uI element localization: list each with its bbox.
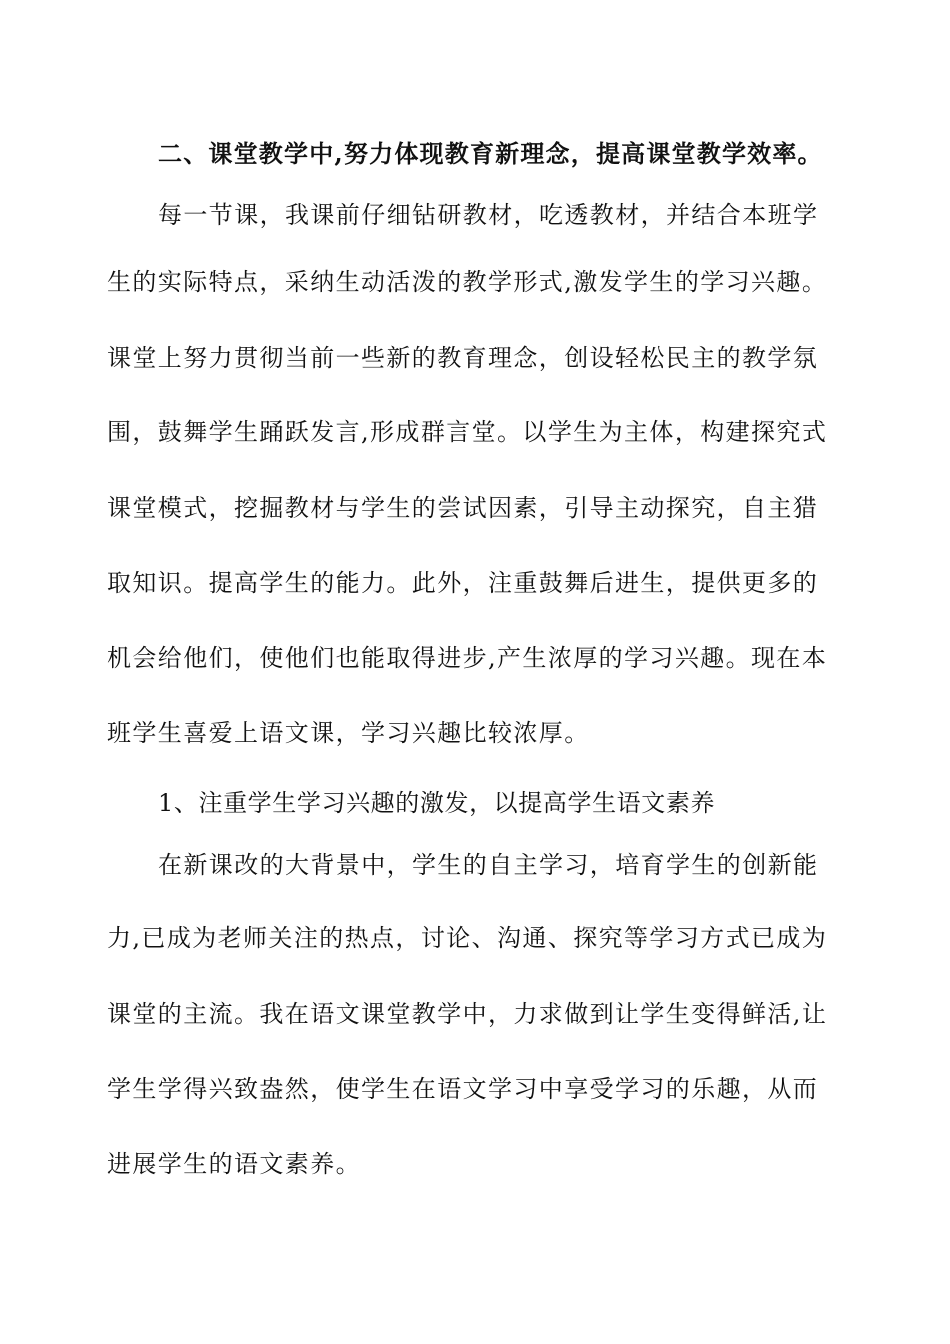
subheading: 1、注重学生学习兴趣的激发，以提高学生语文素养 (158, 789, 716, 817)
paragraph-line: 力,已成为老师关注的热点，讨论、沟通、探究等学习方式已成为 (107, 924, 828, 952)
paragraph-line: 在新课改的大背景中，学生的自主学习，培育学生的创新能 (158, 851, 819, 879)
paragraph-line: 进展学生的语文素养。 (107, 1150, 361, 1178)
paragraph-line: 课堂模式，挖掘教材与学生的尝试因素，引导主动探究，自主猎 (107, 494, 819, 522)
paragraph-line: 围，鼓舞学生踊跃发言,形成群言堂。以学生为主体，构建探究式 (107, 418, 828, 446)
paragraph-line: 班学生喜爱上语文课，学习兴趣比较浓厚。 (107, 719, 590, 747)
paragraph-line: 学生学得兴致盎然，使学生在语文学习中享受学习的乐趣，从而 (107, 1075, 819, 1103)
paragraph-line: 取知识。提高学生的能力。此外，注重鼓舞后进生，提供更多的 (107, 569, 819, 597)
section-heading: 二、课堂教学中,努力体现教育新理念，提高课堂教学效率。 (158, 139, 823, 168)
paragraph-line: 生的实际特点，采纳生动活泼的教学形式,激发学生的学习兴趣。 (107, 268, 828, 296)
paragraph-line: 课堂上努力贯彻当前一些新的教育理念，创设轻松民主的教学氛 (107, 344, 819, 372)
paragraph-line: 机会给他们，使他们也能取得进步,产生浓厚的学习兴趣。现在本 (107, 644, 828, 672)
paragraph-line: 每一节课，我课前仔细钻研教材，吃透教材，并结合本班学 (158, 201, 819, 229)
paragraph-line: 课堂的主流。我在语文课堂教学中，力求做到让学生变得鲜活,让 (107, 1000, 828, 1028)
